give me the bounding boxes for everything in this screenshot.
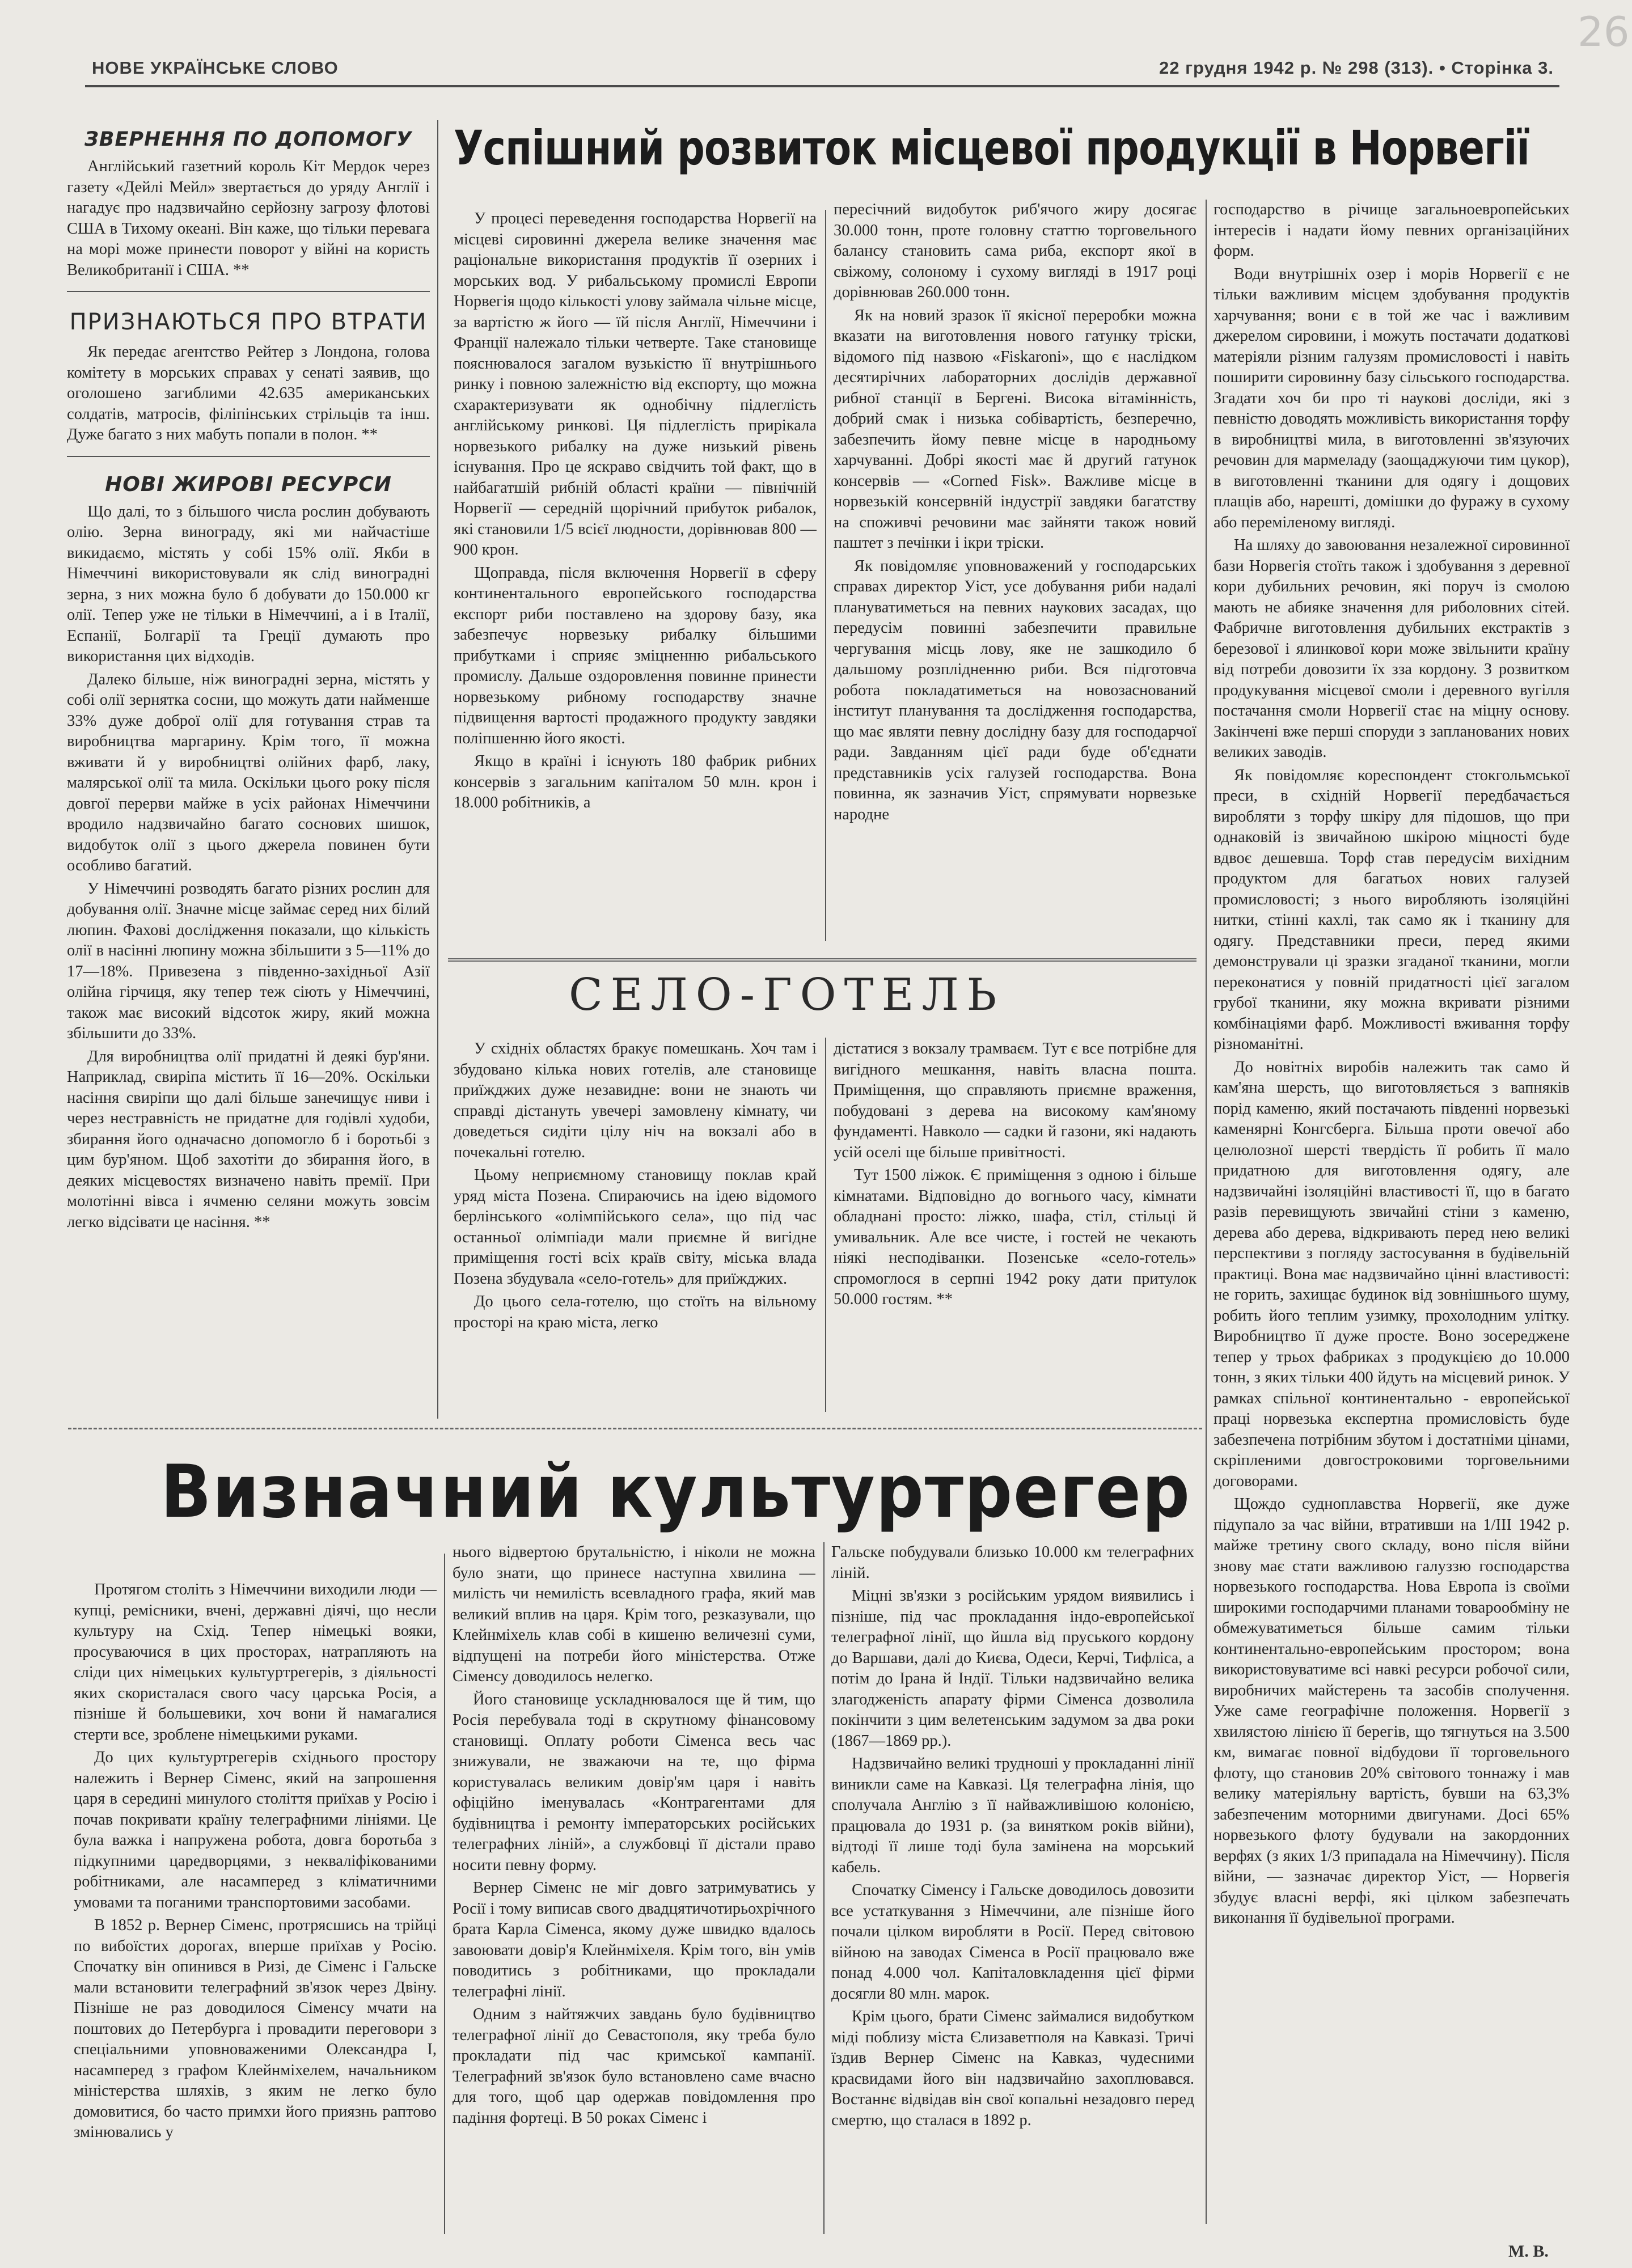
kultur-text-1 [74,1580,437,2143]
column-rule [825,210,826,941]
left-column [67,128,430,1421]
column-rule [1206,200,1207,2224]
kultur-column-3 [831,1542,1194,2233]
newspaper-title: НОВЕ УКРАЇНСЬКЕ СЛОВО [92,58,339,78]
paragraph: На шляху до завоювання незалежної сировинної бази Норвегія стоїть також і здобування з деревної кори дубильних речовин, які поруч із смолою мають не абияке значення для риболовних сітей. Фабричне виготовлення дубильних екстрактів з березової і ялинкової кори може звільнити країну від потреби довозити їх зза кордону. З розвитком продукування місцевої смоли і деревного вугілля постачання смоли Норвегії стає на міцну основу. Закінчені вже перші споруди з запланованих нових великих заводів. [1214,536,1570,761]
paragraph: Спочатку Сіменсу і Гальске доводилось довозити все устаткування з Німеччини, але пізніше його почали цілком виробляти в Росії. Перед світовою війною на заводах Сіменса в Росії працювало вже понад 4.000 чол. Капіталовкладення цієї фірми досягли 80 млн. марок. [831,1881,1194,2003]
author-signature: М. В. [1508,2242,1549,2261]
article-appeal [67,128,430,281]
paragraph: Як повідомляє кореспондент стокгольмської преси, в східній Норвегії передбачається виробляти з торфу шкіру для підошов, що при однаковій із звичайною шкірою міцності буде вдвоє дешевша. Торф став передусім вихідним продуктом для багатьох нових галузей промисловості; з нього виробляють ізоляційні нитки, стінні кахлі, так само як і тканину для одягу. Представники преси, перед якими демонстрували ці зразки згаданої тканини, могли переконатися у повній придатності цієї загалом грубої тканини, яку можна вкривати різними комбінаціями фарб. Можливості вживання торфу різноманітні. [1214,766,1570,1053]
norway-column-1 [454,209,817,937]
paragraph: У процесі переведення господарства Норвегії на місцеві сировинні джерела велике значення має раціональне використання продуктів її озерних і морських вод. У рибальському промислі Европи Норвегія щодо кількості улову займала чільне місце, за вартістю ж його — їй після Англії, Німеччини і Франції належало тільки четверте. Таке становище пояснювалося загалом вузькістю її внутрішнього ринку і повною залежністю від експорту, що можна схарактеризувати як однобічну підлеглість англійському ринкові. Ця підлеглість прирікала норвезького рибалку на дуже низький рівень існування. Про це яскраво свідчить той факт, що в найбагатшій рибній області країни — північній Норвегії — середній щорічний прибуток рибалок, які становили 1/5 всієї людности, дорівнював 800 — 900 крон. [454,210,817,558]
village-column-2 [834,1039,1196,1407]
article-fat-resources-body [67,502,430,1233]
article-losses-body [67,342,430,446]
paragraph: Як передає агентство Рейтер з Лондона, голова комітету в морських справах у сенаті заявив, що оголошено загиблими 42.635 американських солдатів, матросів, філіпінських стрільців та інш. Дуже багато з них мабуть попали в полон. ** [67,343,430,443]
paragraph: дістатися з вокзалу трамваєм. Тут є все потрібне для вигідного мешкання, навіть власна пошта. Приміщення, що справляють приємне враження, побудовані з дерева на високому кам'яному фундаменті. Навколо — садки й газони, які надають усій оселі ще більше привітності. [834,1040,1196,1161]
decorative-rule [448,958,1196,962]
paragraph: Крім цього, брати Сіменс займалися видобутком міді поблизу міста Єлизаветполя на Кавказі. Тричі їздив Вернер Сіменс на Кавказ, чудесними красвидами його він надзвичайно захоплювався. Востаннє відвідав він свої копальні незадовго перед смертю, що сталася в 1892 р. [831,2008,1194,2129]
village-column-1 [454,1039,817,1407]
issue-info [1159,58,1554,78]
paragraph: Тут 1500 ліжок. Є приміщення з одною і більше кімнатами. Відповідно до вогнього часу, кімнати обладнані просто: ліжко, шафа, стіл, стільці й умивальник. Але все чисте, і гостей не чекають ніякі несподіванки. Позенське «село-готель» спромоглося в серпні 1942 року дати притулок 50.000 гостям. ** [834,1166,1196,1308]
kultur-text-2 [453,1542,815,2129]
norway-column-2 [834,200,1196,937]
norway-headline: Успішний розвиток місцевої продукції в Норвегії [454,120,1530,176]
paragraph: Якщо в країні і існують 180 фабрик рибних консервів з загальним капіталом 50 млн. крон і 18.000 робітників, а [454,752,817,811]
norway-column-3 [1214,200,1570,2233]
paragraph: Англійський газетний король Кіт Мердок через газету «Дейлі Мейл» звертається до уряду Англії і нагадує про надзвичайно серйозну загрозу флотові США в Тихому океані. Він каже, що тільки перевага на морі може принести поворот у війні на користь Великобританії і США. ** [67,158,430,279]
paragraph: Далеко більше, ніж виноградні зерна, містять у собі олії зернятка сосни, що можуть дати найменше 33% дуже доброї олії для готування страв та виробництва маргарину. Крім того, її можна вживати й у виробництві олійних фарб, лаку, малярської олії та мила. Оскільки цього року після довгої перерви майже в усіх районах Німеччини вродило надзвичайно багато соснових шишок, видобуток олії з цього джерела повинен бути особливо багатий. [67,670,430,874]
paragraph: Цьому неприємному становищу поклав край уряд міста Позена. Спираючись на ідею відомого берлінського «олімпійського села», що під час останньої олімпіади мали приємне й вигідне приміщення гості всіх країв світу, міська влада Позена збудувала «село-готель» для приїжджих. [454,1166,817,1288]
paragraph: Його становище ускладнювалося ще й тим, що Росія перебувала тоді в скрутному фінансовому становищі. Оплату роботи Сіменса весь час знижували, не зважаючи на те, що фірма користувалась великим довір'ям царя і навіть офіційно іменувалась «Контрагентами для будівництва і ремонту імператорських російських телеграфних ліній», а службовці її дістали право носити певну форму. [453,1690,815,1874]
paragraph: Міцні зв'язки з російським урядом виявились і пізніше, під час прокладання індо-европейської телеграфної лінії, що йшла від пруського кордону до Варшави, далі до Києва, Одеси, Керчі, Тифліса, а потім до Ірана й Індії. Тільки надзвичайно велика злагодженість апарату фірми Сіменса дозволила покінчити з цим велетенським задумом за два роки (1867—1869 рр.). [831,1587,1194,1750]
column-rule [437,120,438,1419]
article-losses [67,308,430,446]
paragraph: Надзвичайно великі трудноші у прокладанні лінії виникли саме на Кавказі. Ця телеграфна лінія, що сполучала Англію з її найважливішою колонією, працювала до 1931 р. (за винятком років війни), відтоді її лише тоді була замінена на морський кабель. [831,1755,1194,1876]
paragraph: Щождо судноплавства Норвегії, яке дуже підупало за час війни, втративши на 1/ІІІ 1942 р. майже третину свого складу, воно після війни знову має стати важливою галуззю господарства норвезького господарства. Нова Европа із своїми широкими господарчими планами товарообміну не обмежуватиметься більше самим тільки континентально-европейським простором; вона використовуватиме всі навкі ресурси робочої сили, виробничих майстерень та засобів сполучення. Уже саме географічне положення. Норвегії з хвилястою лінією її берегів, що тягнуться на 3.500 км, вимагає повної відбудови її торговельного флоту, що становив 20% світового тоннажу і мав велику матеріяльну вартість, бувши на 63,3% забезпеченим моторними двигунами. Досі 65% норвезького флоту будували на закордонних верфях (з яких 1/3 припадала на Німеччину). Після війни, — зазначає директор Уіст, — Норвегія збудує власні верфі, які цілком забезпечать виконання її будівельної програми. [1214,1495,1570,1927]
masthead-rule [85,85,1559,87]
kultur-headline: Визначний культуртрегер [160,1450,1191,1534]
paragraph: Гальске побудували близько 10.000 км телеграфних ліній. [831,1543,1194,1582]
paragraph: У східніх областях бракує помешкань. Хоч там і збудовано кілька нових готелів, але становище приїжджих дуже незавидне: вони не знають чи справді дістануть увечері замовлену кімнату, чи доведеться сидіти цілу ніч на вокзалі або в почекальні готелю. [454,1040,817,1161]
article-losses-heading: ПРИЗНАЮТЬСЯ ПРО ВТРАТИ [69,309,428,335]
paragraph: Що далі, то з більшого числа рослин добувають олію. Зерна винограду, які ми найчастіше викидаємо, містять у собі 15% олії. Якби в Німеччині використовували як слід виноградні зерна, з них можна було б добувати до 150.000 кг олії. Тепер уже не тільки в Німеччині, а і в Італії, Еспанії, Болгарії та Греції думають про використання цих відходів. [67,502,430,665]
paragraph: В 1852 р. Вернер Сіменс, протрясшись на трійці по вибоїстих дорогах, вперше приїхав у Росію. Спочатку він опинився в Ризі, де Сіменс і Гальске мали встановити телеграфний зв'язок через Двіну. Пізніше не раз доводилося Сіменсу мчати на поштових до Петербурга і провадити переговори з спеціальними уповноваженими Олександра I, насамперед з графом Клейнміхелем, начальником міністерства шляхів, з яким не легко було домовитися, бо часто примхи його приязнь раптово змінювались у [74,1916,437,2141]
paragraph: У Німеччині розводять багато різних рослин для добування олії. Значне місце займає серед них білий люпин. Фахові дослідження показали, що кількість олії в насінні люпину можна збільшити з 5—11% до 17—18%. Привезена з південно-західньої Азії олійна гірчиця, яку тепер теж сіють у Німеччині, також має високий відсоток жиру, який можна збільшити до 33%. [67,879,430,1042]
paragraph: господарство в річище загальноевропейських інтересів і надати йому певних організаційних форм. [1214,201,1570,260]
paragraph: Для виробництва олії придатні й деякі бур'яни. Наприклад, свиріпа містить її 16—20%. Оскільки насіння свиріпи що далі більше занечищує ниви і через нестравність не придатне для годівлі худоби, збирання його одначасно допомогло б і боротьбі з цим бур'яном. Щоб захотіти до збирання його, в деяких місцевостях визначено навіть премії. При молотінні вівса і ячменю селяни можуть зовсім легко відсівати це насіння. ** [67,1047,430,1231]
norway-text-3 [1214,200,1570,1929]
article-appeal-heading: ЗВЕРНЕННЯ ПО ДОПОМОГУ [84,128,413,151]
norway-text-1 [454,209,817,814]
divider [67,291,430,292]
paragraph: Одним з найтяжчих завдань було будівництво телеграфної лінії до Севастополя, яку треба було прокладати під час кримської кампанії. Телеграфний зв'язок було встановлено саме вчасно для того, щоб цар одержав повідомлення про падіння фортеці. В 50 роках Сіменс і [453,2005,815,2127]
column-rule [823,1542,825,2234]
column-rule [825,1038,826,1412]
kultur-column-1 [74,1580,437,2233]
article-appeal-body [67,156,430,281]
paragraph: Як повідомляє уповноважений у господарських справах директор Уіст, усе добування риби надалі плануватиметься на певних наукових засадах, що передусім повинні забезпечити правильне чергування місць лову, яке не зашкодило б дальшому розплідненню риби. Вся підготовча робота покладатиметься на новозаснований інститут планування та дослідження господарства, що має являти певну дослідну базу для господарчої ради. Завданням цієї ради буде об'єднати представників усіх галузей господарства. Вона повинна, як зазначив Уіст, спрямувати норвезьке народне [834,557,1196,823]
paragraph: Вернер Сіменс не міг довго затримуватись у Росії і тому виписав свого двадцятичотирьохрічного брата Карла Сіменса, якому дуже швидко вдалось завоювати довір'я Клейнміхеля. Крім того, він умів поводитись з робітниками, що прокладали телеграфні лінії. [453,1879,815,2000]
village-text-2 [834,1039,1196,1310]
paragraph: Протягом століть з Німеччини виходили люди — купці, ремісники, вчені, державні діячі, що несли культуру на Схід. Тепер німецькі вояки, просуваючися в цих просторах, натрапляють на сліди цих німецьких культуртрегерів, з діяльності яких скористалася свого часу царська Росія, а пізніше й большевики, хоч вони й намагалися стерти все, зроблене німецькими руками. [74,1581,437,1744]
divider [67,456,430,457]
column-rule [444,1554,445,2234]
kultur-text-3 [831,1542,1194,2131]
page-number: • Сторінка 3. [1439,58,1554,78]
paragraph: До цього села-готелю, що стоїть на вільному просторі на краю міста, легко [454,1293,817,1331]
kultur-column-2 [453,1542,815,2233]
paragraph: нього відвертою брутальністю, і ніколи не можна було знати, що принесе наступна хвилина — милість чи немилість всевладного графа, який мав великий вплив на царя. Крім того, резказували, що Клейнміхель клав собі в кишеню величезні суми, відпущені на потреби його міністерства. Отже Сіменсу доводилось нелегко. [453,1543,815,1685]
norway-text-2 [834,200,1196,825]
handwritten-page-mark: 26 [1578,8,1630,56]
paragraph: Як на новий зразок її якісної переробки можна вказати на виготовлення нового гатунку тріски, відомого під назвою «Fiskaroni», що є наслідком десятирічних лабораторних дослідів державної рибної станції в Бергені. Висока вітамінність, добрий смак і низька собівартість, безперечно, забезпечить йому певне місце в народньому харчуванні. Добрі якості має й другий гатунок консервів — «Corned Fisk». Важливе місце в норвезькій консервній індустрії завдяки багатству на споживчі речовини має зайняти також новий паштет з печінки і ікри тріски. [834,306,1196,552]
issue-date: 22 грудня 1942 р. № 298 (313). [1159,58,1434,78]
paragraph: Щоправда, після включення Норвегії в сферу континентального европейського господарства експорт риби поставлено на здорову базу, яка забезпечує норвезьку рибалку більшими прибутками і сприяє зміцненню рибальського промислу. Дальше оздоровлення повинне принести норвезькому рибному господарству значне підвищення вартості продажного продукту завдяки поліпшенню його якості. [454,564,817,747]
article-fat-resources [67,473,430,1233]
masthead [85,56,1559,90]
section-divider [68,1428,1202,1429]
article-fat-resources-heading: НОВІ ЖИРОВІ РЕСУРСИ [105,472,392,496]
paragraph: До новітніх виробів належить так само й кам'яна шерсть, що виготовляється з вапняків порід каменю, який постачають південні норвезькі каменярні Конгсберга. Більша проти овечої або целюлозної шерсті твердість її робить її мало придатною для виготовлення одягу, але надзвичайні ізоляційні властивості її, що в багато разів перевищують звичайні стіни з каменю, дерева або дерева, відкривають перед нею великі перспективи з погляду застосування в будівельній практиці. Вона має надзвичайно цінні властивості: не горить, захищає будинок від зовнішнього шуму, робить його теплим узимку, прохолодним улітку. Виробництво її дуже просте. Воно зосереджене тепер у трьох фабриках з продукцією до 10.000 тонн, з яких тільки 400 йдуть на місцевий ринок. У рамках спільної континентально - европейської праці норвезька експертна промисловість буде забезпечена потрібним збутом і достатніми цінами, скріпленими довгостроковими торговельними договорами. [1214,1058,1570,1490]
paragraph: Води внутрішніх озер і морів Норвегії є не тільки важливим місцем здобування продуктів харчування; вони є в той же час і важливим джерелом сировини, і можуть постачати додаткові матеріяли різним галузям промисловості і навіть поширити сировинну базу сільського господарства. Згадати хоч би про ті наукові досліди, які з певністю доводять можливість використання торфу в виробництві мила, в виготовленні зв'язуючих речовин для мармеладу (заощаджуючи тим цукор), в виготовленні тканини для одягу і дощових плащів або, нарешті, домішки до фуражу в сухому або переміленому вигляді. [1214,265,1570,531]
village-text-1 [454,1039,817,1333]
paragraph: пересічний видобуток риб'ячого жиру досягає 30.000 тонн, проте головну статтю торговельного балансу становить сама риба, експорт якої в свіжому, солоному і сухому вигляді в 1917 році дорівнював 260.000 тонн. [834,201,1196,301]
village-headline: СЕЛО-ГОТЕЛЬ [569,970,1005,1021]
paragraph: До цих культуртрегерів східнього простору належить і Вернер Сіменс, який на запрошення царя в середині минулого століття приїхав у Росію і почав покривати країну телеграфними лініями. Це була важка і напружена робота, довга боротьба з підкупними царедворцями, з некваліфікованими робітниками, але насамперед з кліматичними умовами та поганими транспортовими засобами. [74,1749,437,1911]
